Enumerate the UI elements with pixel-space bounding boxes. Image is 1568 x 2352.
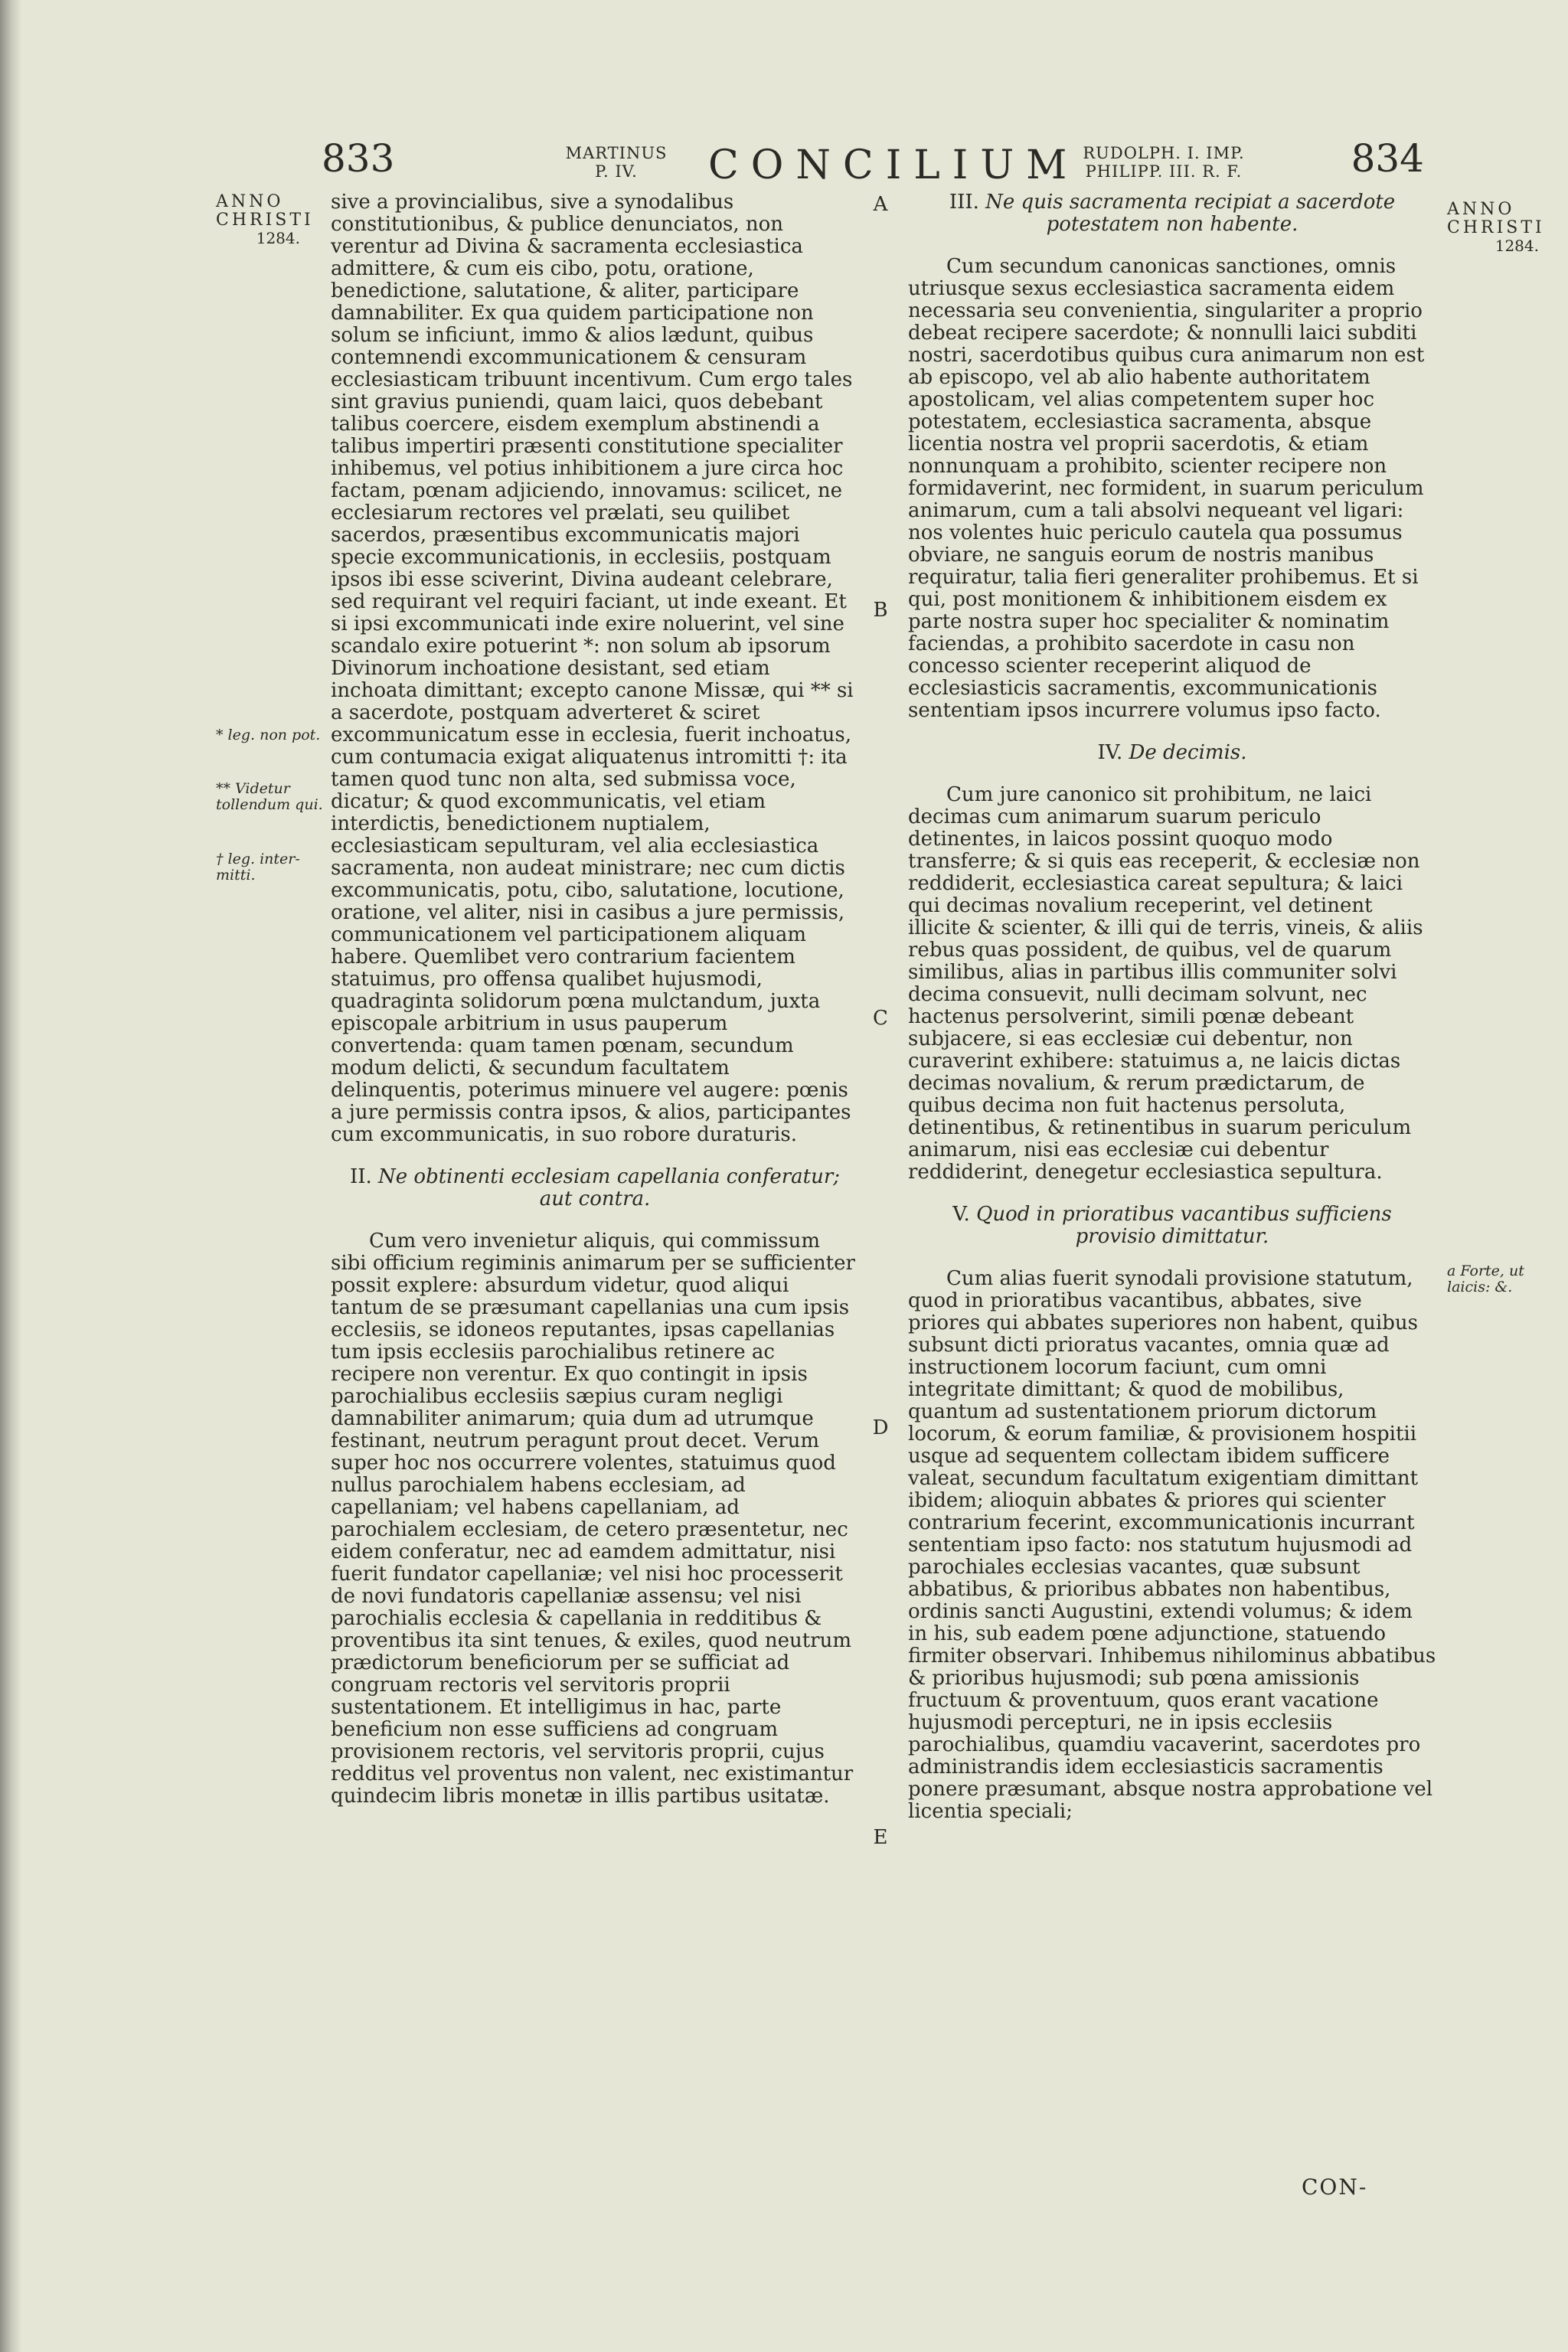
paragraph: sive a provincialibus, sive a synodalibus constitutionibus, & publice denunciatos, non verentur ad Divina & sacramenta ecclesiastica admittere, & cum eis cibo, potu, oratione, benedictione, salutatione, & aliter, participare damnabiliter. Ex qua quidem participatione non solum se inficiunt, immo & alios lædunt, quibus contemnendi excommunicationem & censuram ecclesiasticam tribuunt incentivum. Cum ergo tales sint gravius puniendi, quam laici, quos debebant talibus coercere, eisdem exemplum abstinendi a talibus impertiri præsenti constitutione specialiter inhibemus, vel potius inhibitionem a jure circa hoc factam, pœnam adjiciendo, innovamus: scilicet, ne ecclesiarum rectores vel prælati, seu quilibet sacerdos, præsentibus excommunicatis majori specie excommunicationis, in ecclesiis, postquam ipsos ibi esse sciverint, Divina audeant celebrare, sed requirant vel requiri faciant, ut inde exeant. Et si ipsi excommunicati inde exire noluerint, vel sine scandalo exire potuerint *: non solum ab ipsorum Divinorum inchoatione desistant, sed etiam inchoata dimittant; excepto canone Missæ, qui ** si a sacerdote, postquam adverteret & sciret excommunicatum esse in ecclesia, fuerit inchoatus, cum contumacia exigat aliquatenus intromitti †: ita tamen quod tunc non alta, sed submissa voce, dicatur; & quod excommunicatis, vel etiam interdictis, benedictionem nuptialem, ecclesiasticam sepulturam, vel alia ecclesiastica sacramenta, non audeat ministrare; nec cum dictis excommunicatis, potu, cibo, salutatione, locutione, oratione, vel aliter, nisi in casibus a jure permissis, communicationem vel participationem aliquam habere. Quemlibet vero contrarium facientem statuimus, pro offensa qualibet hujusmodi, quadraginta solidorum pœna mulctandum, juxta episcopale arbitrium in usus pauperum convertenda: quam tamen pœnam, secundum modum delicti, & secundum facultatem delinquentis, poterimus minuere vel augere: pœnis a jure permissis contra ipsos, & alios, participantes cum excommunicatis, in suo robore duraturis.	[331, 191, 854, 1146]
header-title: CONCILIUM	[708, 142, 1080, 188]
margin-note-3: † leg. inter-mitti.	[216, 851, 300, 884]
section-heading	[908, 191, 1436, 236]
paragraph: Cum vero invenietur aliquis, qui commissum sibi officium regiminis animarum per se sufficienter possit explere: absurdum videtur, quod aliqui tantum de se præsumant capellanias una cum ipsis ecclesiis, se idoneos reputantes, ipsas capellanias tum ipsis ecclesiis parochialibus retinere ac recipere non verentur. Ex quo contingit in ipsis parochialibus ecclesiis sæpius curam negligi damnabiliter animarum; quia dum ad utrumque festinant, neutrum peragunt prout decet. Verum super hoc nos occurrere volentes, statuimus quod nullus parochialem habens ecclesiam, ad capellaniam; vel habens capellaniam, ad parochialem ecclesiam, de cetero præsentetur, nec eidem conferatur, nec ad eamdem admittatur, nisi fuerit fundator capellaniæ; vel nisi hoc processerit de novi fundatoris capellaniæ assensu; vel nisi parochialis ecclesia & capellania in redditibus & proventibus ita sint tenues, & exiles, quod neutrum prædictorum beneficiorum per se sufficiat ad congruam rectoris vel servitoris proprii sustentationem. Et intelligimus in hac, parte beneficium non esse sufficiens ad congruam provisionem rectoris, vel servitoris proprii, cujus redditus vel proventus non valent, nec existimantur quindecim libris monetæ in illis partibus usitatæ.	[331, 1230, 855, 1808]
paragraph: Cum jure canonico sit prohibitum, ne laici decimas cum animarum suarum periculo detinentes, in laicos possint quoquo modo transferre; & si quis eas receperit, & ecclesiæ non reddiderit, ecclesiastica careat sepultura; & laici qui decimas novalium receperint, vel detinent illicite & scienter, & illi qui de terris, vineis, & aliis rebus quas possident, de quibus, vel de quarum similibus, alias in partibus illis communiter solvi decima consuevit, nulli decimam solvunt, nec hactenus persolverint, simili pœnæ debeant subjacere, si eas ecclesiæ cui debentur, non curaverint exhibere: statuimus a, ne laicis dictas decimas novalium, & rerum prædictarum, de quibus decima non fuit hactenus persoluta, detinentibus, & retinentibus in suarum periculum animarum, nisi eas ecclesiæ cui debentur reddiderint, denegetur ecclesiastica sepultura.	[908, 783, 1423, 1184]
section-title: Quod in prioratibus vacantibus sufficiens provisio dimittatur.	[976, 1203, 1392, 1248]
section-letter-a: A	[873, 193, 888, 216]
section-title: Ne obtinenti ecclesiam capellania conferatur; aut contra.	[378, 1165, 841, 1210]
section-letter-d: D	[872, 1416, 889, 1439]
section-heading	[331, 1166, 859, 1210]
anno-label: ANNO	[216, 192, 284, 211]
section-letter-c: C	[873, 1007, 888, 1030]
section-number: IV.	[1097, 741, 1123, 764]
catchword: CON-	[1302, 2174, 1368, 2200]
section-heading	[908, 742, 1436, 764]
section-letter-b: B	[873, 599, 888, 622]
christi-label: CHRISTI	[1447, 218, 1545, 237]
page-number-right: 834	[1351, 136, 1424, 181]
header-king: PHILIPP. III. R. F.	[1085, 162, 1243, 181]
left-column	[331, 191, 859, 1808]
header-pope-name: MARTINUS	[565, 144, 668, 162]
binding-shadow	[0, 0, 21, 2352]
section-number: V.	[952, 1203, 970, 1226]
header-emperor: RUDOLPH. I. IMP.	[1083, 144, 1245, 162]
margin-note-2: ** Videtur tollendum qui.	[216, 780, 323, 813]
paragraph: Cum alias fuerit synodali provisione statutum, quod in prioratibus vacantibus, abbates, sive priores qui abbates superiores non habent, quibus subsunt dicti prioratus vacantes, omnia quæ ad instructionem locorum faciunt, cum omni integritate dimittant; & quod de mobilibus, quantum ad sustentationem priorum dictorum locorum, & eorum familiæ, & provisionem hospitii usque ad sequentem collectam ibidem sufficere valeat, secundum facultatum exigentiam dimittant ibidem; alioquin abbates & priores qui scienter contrarium fecerint, excommunicationis incurrant sententiam ipso facto: nos statutum hujusmodi ad parochiales ecclesias vacantes, quæ subsunt abbatibus, & prioribus abbates non habentibus, ordinis sancti Augustini, extendi volumus; & idem in his, sub eadem pœne adjunctione, statuendo firmiter observari. Inhibemus nihilominus abbatibus & prioribus hujusmodi; sub pœna amissionis fructuum & proventuum, quos erant vacatione hujusmodi percepturi, ne in ipsis ecclesiis parochialibus, quamdiu vacaverint, sacerdotes pro administrandis idem ecclesiasticis sacramentis ponere præsumant, absque nostra approbatione vel licentia speciali;	[908, 1267, 1436, 1823]
anno-label: ANNO	[1447, 200, 1515, 219]
section-letter-e: E	[873, 1826, 888, 1849]
section-title: De decimis.	[1129, 741, 1247, 764]
margin-note-1: * leg. non pot.	[216, 727, 321, 743]
year-label: 1284.	[1494, 237, 1539, 255]
margin-note-4: a Forte, ut laicis: &.	[1447, 1263, 1524, 1295]
running-header	[322, 136, 1424, 190]
section-heading	[908, 1204, 1436, 1248]
christi-label: CHRISTI	[216, 211, 314, 230]
right-column	[908, 191, 1436, 1823]
section-number: II.	[349, 1165, 372, 1188]
header-rulers	[1072, 144, 1256, 181]
year-label: 1284.	[256, 229, 300, 247]
page-number-left: 833	[322, 136, 395, 181]
section-number: III.	[949, 191, 979, 214]
header-pope	[551, 144, 681, 181]
paragraph: Cum secundum canonicas sanctiones, omnis utriusque sexus ecclesiastica sacramenta eidem necessaria seu convenientia, singulariter a proprio debeat recipere sacerdote; & nonnulli laici subditi nostri, sacerdotibus quibus cura animarum non est ab episcopo, vel ab alio habente authoritatem apostolicam, vel alias competentem super hoc potestatem, ecclesiastica sacramenta, absque licentia nostra vel proprii sacerdotis, & etiam nonnunquam a prohibito, scienter recipere non formidaverint, nec formident, in suarum periculum animarum, cum a tali absolvi nequeant vel ligari: nos volentes huic periculo cautela qua possumus obviare, ne sanguis eorum de nostris manibus requiratur, talia fieri generaliter prohibemus. Et si qui, post monitionem & inhibitionem eisdem ex parte nostra super hoc specialiter & nominatim faciendas, a prohibito sacerdote in casu non concesso scienter receperint aliquod de ecclesiasticis sacramentis, excommunicationis sententiam ipsos incurrere volumus ipso facto.	[908, 255, 1425, 722]
left-margin-year	[216, 193, 323, 247]
section-title: Ne quis sacramenta recipiat a sacerdote potestatem non habente.	[985, 191, 1396, 236]
header-pope-number: P. IV.	[595, 162, 638, 181]
right-margin-year	[1447, 201, 1554, 254]
